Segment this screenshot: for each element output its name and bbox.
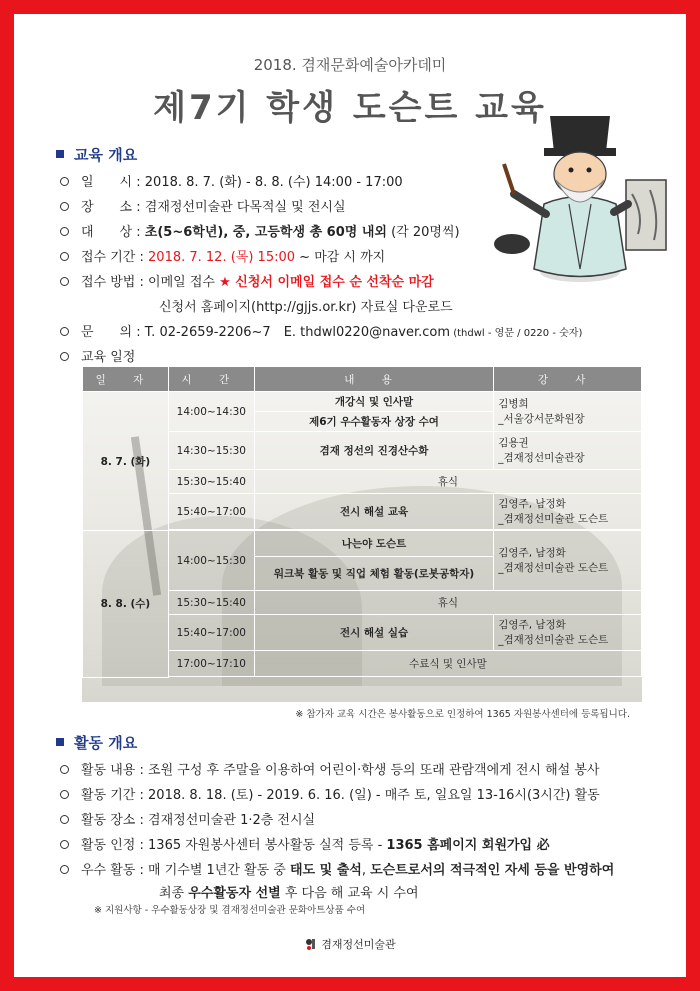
col-header-content: 내 용 — [254, 367, 493, 392]
overview-method: 접수 방법 : 이메일 접수 ★ 신청서 이메일 접수 순 선착순 마감 — [60, 271, 434, 290]
day1-r4-teacher: 김영주, 남정화 _겸재정선미술관 도슨트 — [494, 494, 642, 530]
day2-r1-time: 14:00~15:30 — [168, 531, 254, 591]
activity-excellence: 우수 활동 : 매 기수별 1년간 활동 중 태도 및 출석, 도슨트로서의 적극적인 자세 등을 반영하여 — [60, 859, 614, 878]
activity-cert: 활동 인정 : 1365 자원봉사센터 봉사활동 실적 등록 - 1365 홈페이지 회원가입 必 — [60, 834, 550, 853]
circle-bullet-icon — [60, 765, 69, 774]
circle-bullet-icon — [60, 865, 69, 874]
activity-place: 활동 장소 : 겸재정선미술관 1·2층 전시실 — [60, 809, 315, 828]
circle-bullet-icon — [60, 352, 69, 361]
day2-date: 8. 8. (수) — [83, 531, 169, 678]
day1-r1-teacher: 김병희 _서울강서문화원장 — [494, 392, 642, 432]
activity-period: 활동 기간 : 2018. 8. 18. (토) - 2019. 6. 16. (일) - 매주 토, 일요일 13-16시(3시간) 활동 — [60, 784, 600, 803]
day2-r1-teacher: 김영주, 남정화 _겸재정선미술관 도슨트 — [494, 531, 642, 591]
schedule-note: ※ 참가자 교육 시간은 봉사활동으로 인정하여 1365 자원봉사센터에 등록됩니다. — [295, 709, 630, 720]
overview-heading: 교육 개요 — [56, 144, 137, 165]
overview-method-line2: 신청서 홈페이지(http://gjjs.or.kr) 자료실 다운로드 — [159, 300, 453, 315]
overview-schedule-label: 교육 일정 — [60, 346, 135, 365]
overview-contact: 문 의 : T. 02-2659-2206~7 E. thdwl0220@naver.com (thdwl - 영문 / 0220 - 숫자) — [60, 321, 582, 340]
overview-place: 장 소 : 겸재정선미술관 다목적실 및 전시실 — [60, 196, 346, 215]
circle-bullet-icon — [60, 177, 69, 186]
overview-period: 접수 기간 : 2018. 7. 12. (목) 15:00 ~ 마감 시 까지 — [60, 246, 385, 265]
day2-r2-time: 15:30~15:40 — [168, 591, 254, 615]
activity-note: ※ 지원사항 - 우수활동상장 및 겸재정선미술관 문화아트상품 수여 — [94, 905, 366, 916]
day2-r3-content: 전시 해설 실습 — [254, 615, 493, 651]
col-header-date: 일 자 — [83, 367, 169, 392]
table-row — [83, 392, 642, 412]
circle-bullet-icon — [60, 790, 69, 799]
day1-r4-content: 전시 해설 교육 — [254, 494, 493, 530]
day2-r2-content: 휴식 — [254, 591, 641, 615]
day1-r1-time: 14:00~14:30 — [168, 392, 254, 432]
circle-bullet-icon — [60, 277, 69, 286]
schedule-header-row — [83, 367, 642, 392]
day1-r4-time: 15:40~17:00 — [168, 494, 254, 530]
day2-r3-time: 15:40~17:00 — [168, 615, 254, 651]
overview-date: 일 시 : 2018. 8. 7. (화) - 8. 8. (수) 14:00 - 17:00 — [60, 171, 403, 190]
schedule-table — [82, 366, 642, 678]
footer-org: 겸재정선미술관 — [321, 938, 396, 951]
circle-bullet-icon — [60, 252, 69, 261]
flyer — [14, 14, 686, 977]
footer — [14, 936, 686, 952]
day1-r2-content: 겸재 정선의 진경산수화 — [254, 432, 493, 470]
activity-heading: 활동 개요 — [56, 732, 137, 753]
square-bullet-icon — [56, 150, 64, 158]
day2-r4-content: 수료식 및 인사말 — [254, 651, 641, 677]
flyer-subtitle: 2018. 겸재문화예술아카데미 — [253, 56, 447, 74]
table-row — [83, 531, 642, 557]
day1-r3-content: 휴식 — [254, 470, 641, 494]
day2-r1-content-b: 워크북 활동 및 직업 체험 활동(로봇공학자) — [254, 557, 493, 591]
circle-bullet-icon — [60, 327, 69, 336]
activity-excellence-line2: 최종 우수활동자 선별 후 다음 해 교육 시 수여 — [159, 886, 419, 901]
col-header-time: 시 간 — [168, 367, 254, 392]
day2-r4-time: 17:00~17:10 — [168, 651, 254, 677]
square-bullet-icon — [56, 738, 64, 746]
circle-bullet-icon — [60, 202, 69, 211]
day1-r2-time: 14:30~15:30 — [168, 432, 254, 470]
day1-date: 8. 7. (화) — [83, 392, 169, 531]
day1-r1-content-a: 개강식 및 인사말 — [254, 392, 493, 412]
day1-r2-teacher: 김용권 _겸재정선미술관장 — [494, 432, 642, 470]
museum-logo-icon — [304, 937, 318, 951]
circle-bullet-icon — [60, 227, 69, 236]
activity-content: 활동 내용 : 조원 구성 후 주말을 이용하여 어린이·학생 등의 또래 관람객에게 전시 해설 봉사 — [60, 759, 599, 778]
scholar-illustration — [494, 94, 674, 294]
day2-r3-teacher: 김영주, 남정화 _겸재정선미술관 도슨트 — [494, 615, 642, 651]
col-header-teacher: 강 사 — [494, 367, 642, 392]
day1-r3-time: 15:30~15:40 — [168, 470, 254, 494]
overview-target: 대 상 : 초(5~6학년), 중, 고등학생 총 60명 내외 (각 20명씩) — [60, 221, 460, 240]
circle-bullet-icon — [60, 815, 69, 824]
circle-bullet-icon — [60, 840, 69, 849]
day2-r1-content-a: 나는야 도슨트 — [254, 531, 493, 557]
day1-r1-content-b: 제6기 우수활동자 상장 수여 — [254, 412, 493, 432]
flyer-title: 제7기 학생 도슨트 교육 — [153, 88, 547, 128]
